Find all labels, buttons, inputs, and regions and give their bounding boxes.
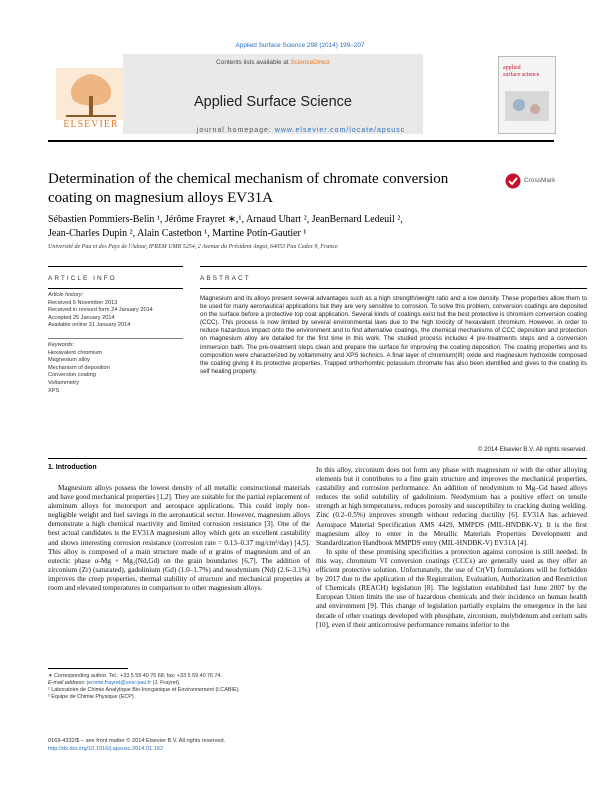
article-info-rule	[48, 266, 183, 267]
header-rule	[48, 140, 554, 142]
intro-column-1	[48, 484, 310, 593]
abstract-rule-2	[200, 288, 587, 289]
history-item: Available online 31 January 2014	[48, 322, 131, 329]
keyword-item: Voltammetry	[48, 379, 80, 386]
abstract-rule	[200, 266, 587, 267]
issn-line: 0169-4332/$ – see front matter © 2014 Elsevier B.V. All rights reserved.	[48, 738, 226, 744]
sciencedirect-link[interactable]: ScienceDirect	[290, 59, 330, 66]
keyword-item: Mechanism of deposition	[48, 364, 110, 371]
cover-image-icon	[499, 87, 555, 127]
masthead-banner	[123, 54, 423, 134]
footnotes	[48, 673, 308, 701]
footnote-rule	[48, 668, 128, 669]
author-list	[48, 213, 538, 241]
cover-title: applied surface science	[503, 65, 540, 78]
footnote-2: ² Equipe de Chimie Physique (ECP).	[48, 694, 136, 700]
journal-cover	[498, 56, 556, 134]
email-suffix: (J. Frayret).	[151, 680, 181, 686]
issn-block	[48, 738, 308, 754]
authors-line-2: Jean-Charles Dupin ², Alain Castetbon ¹, Martine Potin-Gautier ¹	[48, 228, 307, 239]
homepage-line	[48, 127, 554, 134]
publisher-name: ELSEVIER	[63, 119, 119, 130]
footnote-1: ¹ Laboratoire de Chimie Analytique Bio-Inorganique et Environnement (LCABIE).	[48, 687, 240, 693]
keyword-item: Conversion coating	[48, 372, 96, 379]
keywords-label: Keywords:	[48, 342, 75, 348]
crossmark-badge[interactable]	[505, 170, 567, 192]
keyword-item: XPS	[48, 387, 60, 394]
keyword-item: Hexavalent chromium	[48, 349, 103, 356]
journal-name: Applied Surface Science	[194, 94, 352, 110]
article-info-heading: ARTICLE INFO	[48, 275, 117, 282]
intro-paragraph: In spite of these promising specificities a protection against corrosion is still needed. In this way, chromium VI conversion coatings (CCCs) are generally used as they offer an efficient protective solution. Unfortunately, the use of Cr(VI) formulations will be forbidden by 2017 due to the application of the Registration, Evaluation, Authorization and Restriction of Chemicals (REACH) legislation [8]. The legislation established last June 2007 by the European Union limits the use of hazardous chemicals and their incidence on human health and environment [9]. This change of legislation partially explains the emergence in the last decade of other coatings developed with phosphate, zirconium, molybdenum and cerium salts [10], even if their anticorrosive performance remains inferior to the	[316, 547, 587, 629]
homepage-link[interactable]: www.elsevier.com/locate/apsusc	[274, 127, 406, 134]
history-item: Received 6 November 2013	[48, 299, 118, 306]
footnote-corresponding: ∗ Corresponding author. Tel.: +33 5 59 40 76 68; fax: +33 5 59 40 76 74.	[48, 673, 223, 679]
article-history	[48, 292, 188, 330]
history-item: Received in revised form 24 January 2014	[48, 307, 153, 314]
intro-column-2	[316, 466, 587, 630]
contents-prefix: Contents lists available at	[216, 59, 291, 66]
homepage-prefix: journal homepage:	[196, 127, 275, 134]
intro-paragraph: In this alloy, zirconium does not form any phase with magnesium or with the other alloying elements but it contributes to a fine grain structure and improves the mechanical properties, castability and corrosion performance. An addition of neodymium to Mg–Gd based alloys reduces the solid solubility of gadolinium. Neodymium has a positive effect on tensile strength at high temperatures, reduces porosity and susceptibility to cracking during welding. Zinc (0.2–0.5%) improves strength without reducing ductility [6]. EV31A has achieved Aerospace Material Specification AMS 4429, MMPDS (MIL-HNDBK-V). It is the first magnesium alloy to enter in the Metallic Materials Properties Development and Standardization Handbook MMPDS entry (MIL-HNDBK-V) EV31A [4].	[316, 466, 587, 547]
article-title: Determination of the chemical mechanism of chromate conversion coating on magnesium alloys EV31A	[48, 171, 449, 206]
authors-line-1: Sébastien Pommiers-Belin ¹, Jérôme Frayret ∗,¹, Arnaud Uhart ², JeanBernard Ledeuil ²,	[48, 214, 403, 225]
abstract-heading: ABSTRACT	[200, 275, 251, 282]
history-item: Accepted 25 January 2014	[48, 314, 115, 321]
masthead	[48, 54, 494, 134]
affiliation: Université de Pau et des Pays de l'Adour, IPREM UMR 5254, 2 Avenue du Président Angot, 64053 Pau Cedex 9, France	[48, 244, 338, 250]
abstract-bottom-rule	[48, 458, 587, 459]
intro-heading: 1. Introduction	[48, 464, 97, 471]
copyright: © 2014 Elsevier B.V. All rights reserved.	[477, 446, 587, 453]
contents-line	[123, 59, 423, 66]
doi-link[interactable]: http://dx.doi.org/10.1016/j.apsusc.2014.01.162	[48, 745, 164, 752]
footnote-email	[48, 680, 308, 687]
crossmark-icon	[505, 173, 521, 189]
history-label: Article history:	[48, 292, 84, 298]
article-info-rule-2	[48, 288, 183, 289]
journal-citation[interactable]: Applied Surface Science 298 (2014) 199–207	[235, 42, 365, 49]
crossmark-label: CrossMark	[524, 177, 556, 184]
intro-paragraph: Magnesium alloys possess the lowest density of all metallic constructional materials and have good mechanical properties [1,2]. They are suitable for the partial replacement of aluminum alloys for motorsport and aerospace applications. This could imply non-negligible weight and fuel savings in the aeronautical sector. However, magnesium alloys demonstrate a high chemical reactivity and limited corrosion resistance [3]. One of the best actual candidates is the EV31A magnesium alloy which gets an excellent castability and shows interesting corrosion resistance (corrosion rate = 0.13–0.37 mg/cm²/day) [4,5]. This alloy is composed of a main structure made of α grains of magnesium and of an eutectic phase α-Mg + Mg₃(Nd,Gd) on the grain boundaries [6,7]. The addition of zirconium (Zr) (saturated), gadolinium (Gd) (1.0–1.7%) and neodymium (Nd) (2.6–3.1%) improves the creep properties, thermal stability of structure and mechanical properties at room and elevated temperatures in comparison to other magnesium alloys.	[48, 484, 310, 593]
abstract-text: Magnesium and its alloys present several advantages such as a high strength/weight ratio and a low density. These properties allow them to be used for many aeronautical applications but they are very sensitive to corrosion. To solve this problem, conversion coatings are deposited on the surface before a protective top coat application. Several kinds of coatings exist but the best protective is chromium conversion coating (CCC). This process is now limited by several environmental laws due to the high toxicity of hexavalent chromium. However, in order to reduce hazardous impact onto the environment and to find alternative coatings, the chemical mechanisms of CCC deposition and protection on magnesium alloy are detailed for the first time in this work. The studied process includes 4 pre-treatments steps and a conversion immersion bath. The pre-treatment steps clean and prepare the surface for improving the coating deposition. The coating properties and its composition were characterized by voltammetry and XPS technics. A final layer of chromium(III) oxide and magnesium hydroxide composed the coating giving it its protective properties. Trapped orthorhombic potassium chromate has also been identified and gives to the coating its self healing property.	[200, 295, 587, 375]
keywords-rule	[48, 338, 183, 339]
email-label: E-mail address:	[48, 680, 87, 686]
keyword-item: Magnesium alloy	[48, 357, 90, 364]
keywords	[48, 342, 188, 395]
email-link[interactable]: jerome.frayret@univ-pau.fr	[86, 680, 152, 686]
